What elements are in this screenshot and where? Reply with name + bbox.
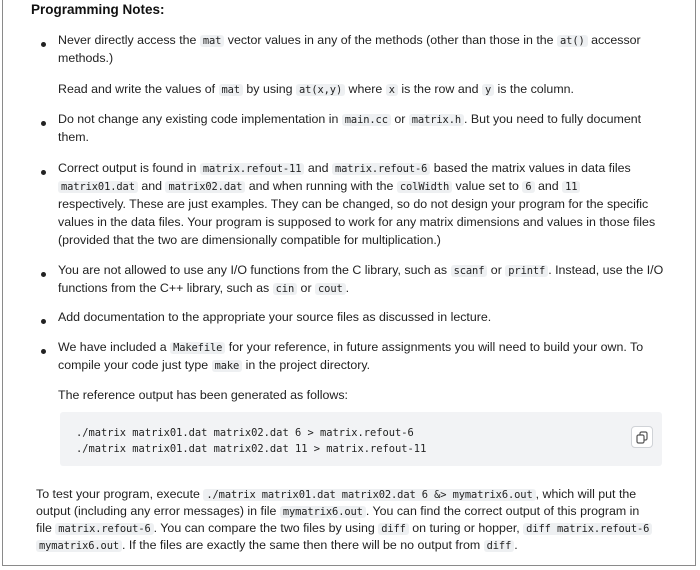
inline-code: at() xyxy=(557,35,588,47)
bullet-5-line-1: Add documentation to the appropriate your source files as discussed in lecture. xyxy=(58,310,492,324)
inline-code: at(x,y) xyxy=(296,84,345,96)
bullet-1-line-1: Never directly access the mat vector values in any of the methods (other than those in the at() accessor xyxy=(58,33,641,47)
inline-code: scanf xyxy=(451,265,488,277)
inline-code: colWidth xyxy=(397,181,452,193)
inline-code: mat xyxy=(200,35,224,47)
inline-code: mat xyxy=(219,84,243,96)
bullet-1-line-2: methods.) xyxy=(58,51,114,65)
inline-code: matrix.h xyxy=(409,114,464,126)
closing-line-4: mymatrix6.out . If the files are exactly the same then there will be no output from diff . xyxy=(36,536,518,555)
bullet-6-line-1: We have included a Makefile for your reference, in future assignments you will need to build your own. To xyxy=(58,340,644,354)
inline-code: diff matrix.refout-6 xyxy=(523,523,652,535)
copy-button[interactable] xyxy=(631,426,653,448)
bullet-marker xyxy=(41,121,46,126)
inline-code: cin xyxy=(273,283,297,295)
bullet-4-line-2: functions from the C++ library, such as cin or cout . xyxy=(58,281,350,295)
inline-code: diff xyxy=(484,540,515,552)
bullet-4-line-1: You are not allowed to use any I/O functions from the C library, such as scanf or printf . Instead, use the I/O xyxy=(58,263,664,277)
inline-code: Makefile xyxy=(170,342,225,354)
inline-code: matrix01.dat xyxy=(58,181,138,193)
inline-code: matrix02.dat xyxy=(165,181,245,193)
inline-code: make xyxy=(212,360,243,372)
notes-panel xyxy=(2,0,696,566)
code-line: ./matrix matrix01.dat matrix02.dat 6 > matrix.refout-6 xyxy=(76,427,414,439)
copy-icon xyxy=(632,427,652,447)
inline-code: cout xyxy=(315,283,346,295)
bullet-3-line-3: respectively. These are just examples. They can be changed, so do not design your program for the specific xyxy=(58,197,649,211)
inline-code: x xyxy=(386,84,398,96)
bullet-3-line-2: matrix01.dat and matrix02.dat and when running with the colWidth value set to 6 and 11 xyxy=(58,177,580,196)
page-title: Programming Notes: xyxy=(31,2,165,17)
bullet-marker xyxy=(41,42,46,47)
inline-code: main.cc xyxy=(342,114,391,126)
closing-line-3: file matrix.refout-6 . You can compare the two files by using diff on turing or hopper, diff matrix.refout-6 xyxy=(36,519,652,538)
inline-code: mymatrix6.out xyxy=(280,506,366,518)
reference-intro: The reference output has been generated as follows: xyxy=(58,388,348,402)
inline-code: matrix.refout-6 xyxy=(55,523,153,535)
inline-code: ./matrix matrix01.dat matrix02.dat 6 &> mymatrix6.out xyxy=(203,489,535,501)
code-block xyxy=(60,412,662,466)
inline-code: diff xyxy=(378,523,409,535)
inline-code: printf xyxy=(505,265,548,277)
inline-code: 11 xyxy=(562,181,580,193)
bullet-2-line-1: Do not change any existing code implementation in main.cc or matrix.h . But you need to fully document xyxy=(58,112,642,126)
bullet-2-line-2: them. xyxy=(58,130,89,144)
bullet-6-line-2: compile your code just type make in the project directory. xyxy=(58,358,371,372)
read-write-note: Read and write the values of mat by using at(x,y) where x is the row and y is the column. xyxy=(58,82,574,96)
closing-line-1: To test your program, execute ./matrix matrix01.dat matrix02.dat 6 &> mymatrix6.out , which will put the xyxy=(36,487,637,501)
bullet-marker xyxy=(41,272,46,277)
bullet-marker xyxy=(41,319,46,324)
inline-code: matrix.refout-6 xyxy=(332,163,430,175)
bullet-marker xyxy=(41,349,46,354)
inline-code: mymatrix6.out xyxy=(36,540,122,552)
bullet-marker xyxy=(41,170,46,175)
bullet-3-line-5: (provided that the two are dimensionally compatible for multiplication.) xyxy=(58,233,441,247)
closing-line-2: output (including any error messages) in file mymatrix6.out . You can find the correct output of this program in xyxy=(36,504,640,518)
code-line: ./matrix matrix01.dat matrix02.dat 11 > matrix.refout-11 xyxy=(76,443,427,455)
bullet-3-line-4: values in the data files. Your program is supposed to work for any matrix dimensions and values in those files xyxy=(58,215,656,229)
inline-code: y xyxy=(482,84,494,96)
bullet-3-line-1: Correct output is found in matrix.refout-11 and matrix.refout-6 based the matrix values in data files xyxy=(58,161,631,175)
inline-code: 6 xyxy=(522,181,534,193)
inline-code: matrix.refout-11 xyxy=(200,163,305,175)
